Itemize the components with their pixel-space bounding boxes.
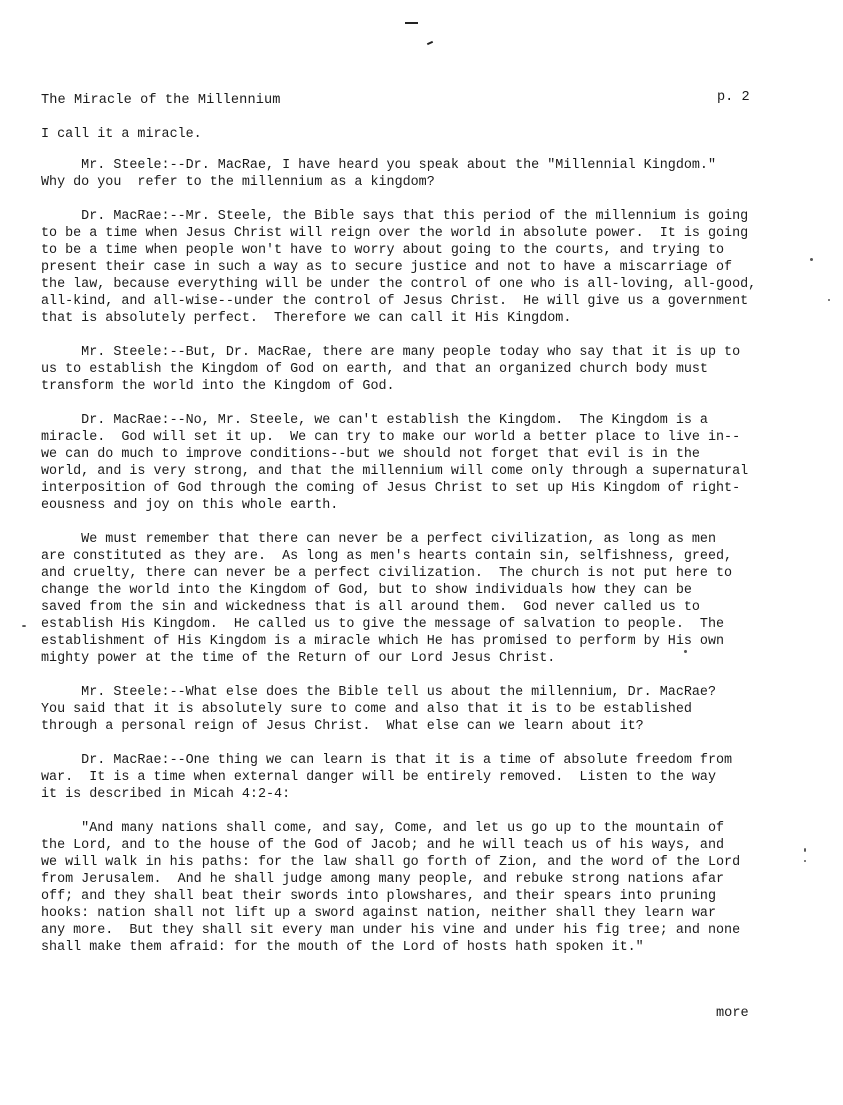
- paragraph-macrae-continued: We must remember that there can never be a perfect civilization, as long as men are constituted as they are. As long as men's hearts contain sin, selfishness, greed, and cruelty, there can never be a perfect civilization. The church is not put here to change the world into the Kingdom of God, but to show individuals how they can be saved from the sin and wickedness that is all around them. God never called us to establish His Kingdom. He called us to give the message of salvation to people. The establishment of His Kingdom is a miracle which He has promised to perform by His own mighty power at the time of the Return of our Lord Jesus Christ.: [41, 532, 733, 666]
- footer-more: more: [716, 1006, 749, 1021]
- paragraph-macrae-answer-2: Dr. MacRae:--No, Mr. Steele, we can't establish the Kingdom. The Kingdom is a miracle. God will set it up. We can try to make our world a better place to live in-- we can do much to improve conditions--but we should not forget that evil is in the world, and is very strong, and that the millennium will come only through a supernatural interposition of God through the coming of Jesus Christ to set up His Kingdom of right- eousness and joy on this whole earth.: [41, 413, 749, 513]
- top-tick-mark: [427, 41, 433, 45]
- scan-speck: [804, 860, 806, 862]
- page-number: p. 2: [717, 90, 750, 105]
- scan-speck: [828, 299, 830, 301]
- top-dash-mark: [405, 22, 418, 24]
- paragraph-steele-question-3: Mr. Steele:--What else does the Bible tell us about the millennium, Dr. MacRae? You said that it is absolutely sure to come and also that it is to be established through a personal reign of Jesus Christ. What else can we learn about it?: [41, 685, 716, 734]
- scan-speck: [810, 258, 813, 261]
- scan-speck: [684, 650, 687, 653]
- paragraph-macrae-answer-1: Dr. MacRae:--Mr. Steele, the Bible says that this period of the millennium is going to be a time when Jesus Christ will reign over the world in absolute power. It is going to be a time when people won't have to worry about going to the courts, and trying to present their case in such a way as to secure justice and not to have a miscarriage of the law, because everything will be under the control of one who is all-loving, all-good, all-kind, and all-wise--under the control of Jesus Christ. He will give us a government that is absolutely perfect. Therefore we can call it His Kingdom.: [41, 209, 757, 326]
- paragraph-macrae-answer-3: Dr. MacRae:--One thing we can learn is that it is a time of absolute freedom from war. It is a time when external danger will be entirely removed. Listen to the way it is described in Micah 4:2-4:: [41, 753, 733, 802]
- document-body: [41, 126, 821, 956]
- scan-speck: [22, 625, 26, 627]
- paragraph-steele-question-2: Mr. Steele:--But, Dr. MacRae, there are many people today who say that it is up to us to establish the Kingdom of God on earth, and that an organized church body must transform the world into the Kingdom of God.: [41, 345, 741, 394]
- paragraph-micah-quote: "And many nations shall come, and say, Come, and let us go up to the mountain of the Lord, and to the house of the God of Jacob; and he will teach us of his ways, and we will walk in his paths: for the law shall go forth of Zion, and the word of the Lord from Jerusalem. And he shall judge among many people, and rebuke strong nations afar off; and they shall beat their swords into plowshares, and their spears into pruning hooks: nation shall not lift up a sword against nation, neither shall they learn war any more. But they shall sit every man under his vine and under his fig tree; and none shall make them afraid: for the mouth of the Lord of hosts hath spoken it.": [41, 821, 741, 955]
- paragraph-intro: I call it a miracle.: [41, 127, 202, 142]
- document-title: The Miracle of the Millennium: [41, 93, 281, 108]
- paragraph-steele-question-1: Mr. Steele:--Dr. MacRae, I have heard you speak about the "Millennial Kingdom." Why do you refer to the millennium as a kingdom?: [41, 158, 716, 190]
- scan-speck: [804, 848, 806, 852]
